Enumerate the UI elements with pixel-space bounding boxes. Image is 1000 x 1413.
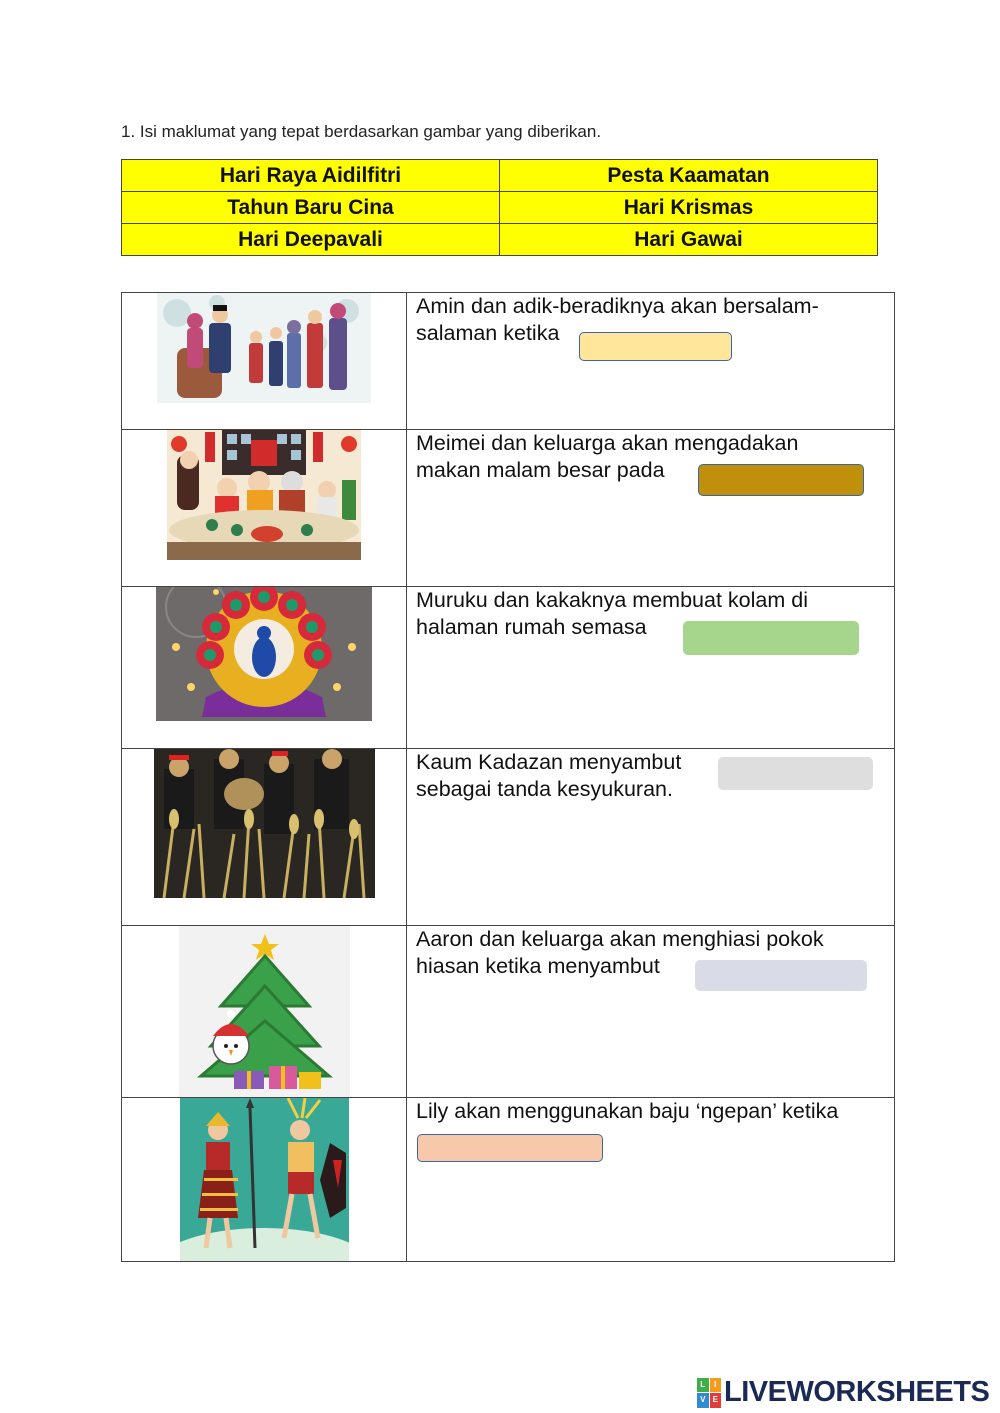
- family-greeting-image: [157, 293, 371, 403]
- word-bank-item: Tahun Baru Cina: [122, 192, 500, 224]
- word-bank-item: Hari Krismas: [500, 192, 878, 224]
- christmas-tree-image: [179, 926, 350, 1097]
- word-bank-row: [122, 192, 878, 224]
- word-bank-item: Pesta Kaamatan: [500, 160, 878, 192]
- question-cell: [407, 293, 895, 430]
- question-text: Kaum Kadazan menyambut sebagai tanda kesyukuran.: [416, 750, 682, 801]
- word-bank-table: [121, 159, 878, 256]
- answer-box[interactable]: [579, 332, 732, 361]
- question-row: [122, 926, 895, 1098]
- question-text: Lily akan menggunakan baju ‘ngepan’ ketika: [416, 1099, 839, 1123]
- question-cell: [407, 430, 895, 587]
- question-text: Meimei dan keluarga akan mengadakan makan malam besar pada: [416, 431, 799, 482]
- question-row: [122, 749, 895, 926]
- answer-box[interactable]: [718, 757, 873, 790]
- image-cell: [122, 749, 407, 926]
- word-bank-item: Hari Gawai: [500, 224, 878, 256]
- answer-box[interactable]: [683, 621, 859, 655]
- question-cell: [407, 749, 895, 926]
- word-bank-row: [122, 224, 878, 256]
- question-row: [122, 587, 895, 749]
- harvest-festival-image: [154, 749, 375, 898]
- iban-dancers-image: [180, 1098, 349, 1261]
- question-cell: [407, 926, 895, 1098]
- instruction-text: 1. Isi maklumat yang tepat berdasarkan gambar yang diberikan.: [121, 122, 602, 141]
- question-row: [122, 293, 895, 430]
- word-bank-item: Hari Deepavali: [122, 224, 500, 256]
- question-cell: [407, 1098, 895, 1262]
- liveworksheets-logo: [697, 1376, 989, 1409]
- question-text: Muruku dan kakaknya membuat kolam di halaman rumah semasa: [416, 588, 808, 639]
- reunion-dinner-image: [167, 430, 361, 560]
- peacock-kolam-image: [156, 587, 372, 721]
- image-cell: [122, 1098, 407, 1262]
- question-row: [122, 1098, 895, 1262]
- logo-text: LIVEWORKSHEETS: [724, 1376, 990, 1408]
- question-table: [121, 292, 895, 1262]
- word-bank-row: [122, 160, 878, 192]
- answer-box[interactable]: [695, 960, 867, 991]
- answer-box[interactable]: [417, 1134, 603, 1162]
- question-row: [122, 430, 895, 587]
- answer-box[interactable]: [698, 464, 864, 496]
- question-cell: [407, 587, 895, 749]
- logo-mark-icon: L I V E: [697, 1378, 721, 1408]
- image-cell: [122, 926, 407, 1098]
- image-cell: [122, 430, 407, 587]
- image-cell: [122, 293, 407, 430]
- question-text: Aaron dan keluarga akan menghiasi pokok hiasan ketika menyambut: [416, 927, 824, 978]
- question-text: Amin dan adik-beradiknya akan bersalam- salaman ketika: [416, 294, 819, 345]
- word-bank-item: Hari Raya Aidilfitri: [122, 160, 500, 192]
- image-cell: [122, 587, 407, 749]
